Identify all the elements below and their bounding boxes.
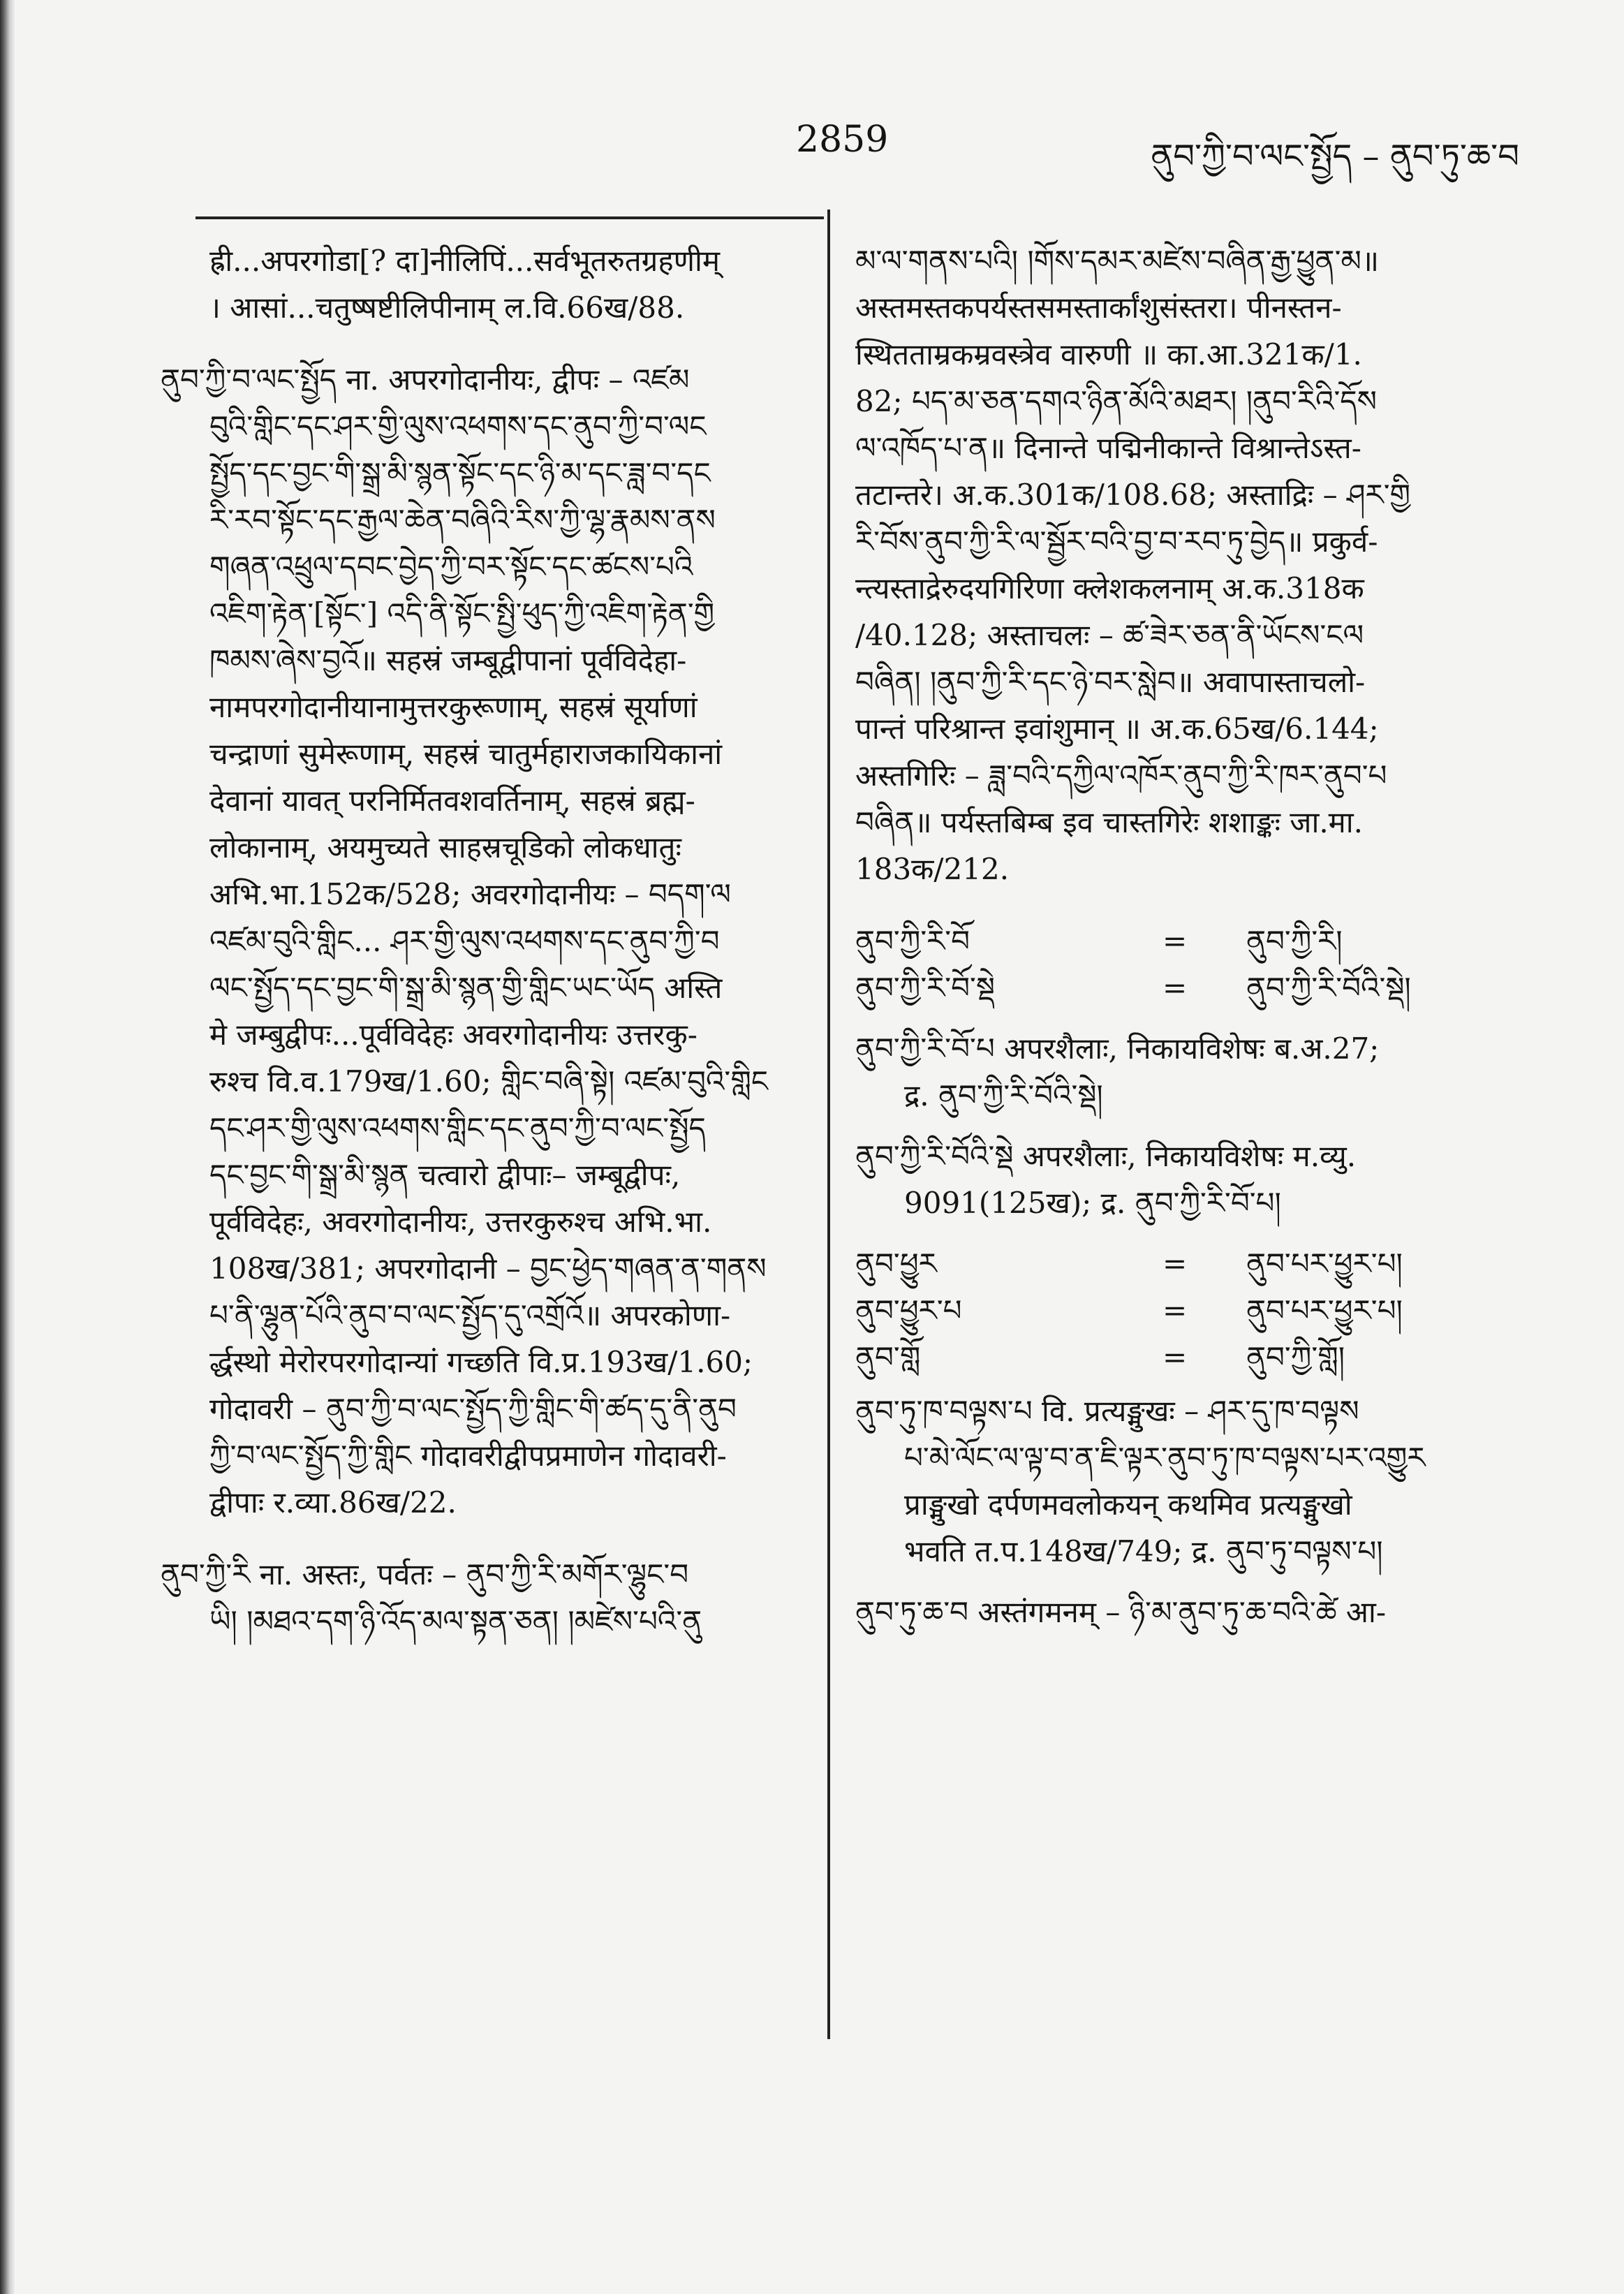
text-line: རི་རབ་སྟོང་དང་རྒྱལ་ཆེན་བཞིའི་རིས་ཀྱི་ལྷ་རྣམས་ནས — [209, 503, 716, 537]
text-line: འཛམ་བུའི་གླིང... ཤར་གྱི་ལུས་འཕགས་དང་ནུབ་ཀྱི་བ — [209, 924, 720, 958]
cross-reference-row — [855, 964, 1498, 1011]
text-line: /40.128; अस्ताचलः – ཚ་ཟེར་ཅན་ནི་ཡོངས་ངལ — [855, 618, 1364, 652]
cross-reference-row — [855, 1240, 1498, 1287]
header-rule — [195, 216, 824, 219]
xref-target: ནུབ་པར་ཕྱུར་པ། — [1246, 1247, 1403, 1281]
headword-line: ནུབ་ཏུ་ཁ་བལྟས་པ वि. प्रत्यङ्मुखः – ཤར་དུ་ཁ་བལྟས — [855, 1394, 1359, 1428]
text-line: དང་ཤར་གྱི་ལུས་འཕགས་གླིང་དང་ནུབ་ཀྱི་བ་ལང་སྤྱོད — [209, 1111, 706, 1145]
text-line: པ་ནི་ལྷུན་པོའི་ནུབ་བ་ལང་སྤྱོད་དུ་འགྲོའོ॥ अपरकोणा- — [209, 1298, 731, 1332]
text-line: པ་མེ་ལོང་ལ་ལྟ་བ་ན་ཇི་ལྟར་ནུབ་ཏུ་ཁ་བལྟས་པར་འགྱུར — [904, 1441, 1426, 1475]
text-line: འཇིག་རྟེན་[སྟོང་] འདི་ནི་སྟོང་སྤྱི་ཕུད་ཀྱི་འཇིག་རྟེན་གྱི — [209, 596, 715, 631]
running-head: ནུབ་ཀྱི་བ་ལང་སྤྱོད – ནུབ་ཏུ་ཆ་བ — [1151, 137, 1519, 176]
text-line: ཀྱི་བ་ལང་སྤྱོད་ཀྱི་གླིང गोदावरीद्वीपप्रमाणेन गोदावरी- — [209, 1439, 727, 1473]
entry-nub-tu-kha-bltas-pa — [855, 1388, 1498, 1575]
equals-sign: = — [1162, 1293, 1188, 1328]
text-line: བུའི་གླིང་དང་ཤར་གྱི་ལུས་འཕགས་དང་ནུབ་ཀྱི་བ་ལང — [209, 409, 707, 443]
xref-term: ནུབ་ཕྱུར — [855, 1247, 937, 1281]
entry-nub-tu-cha-ba — [855, 1589, 1498, 1635]
headword-line: ནུབ་ཀྱི་རི་བོ་པ अपरशैलाः, निकायविशेषः ब.अ.27; — [855, 1031, 1380, 1066]
equals-sign: = — [1162, 1247, 1188, 1281]
text-line: གཞན་འཕྲུལ་དབང་བྱེད་ཀྱི་བར་སྟོང་དང་ཚངས་པའི — [209, 550, 693, 584]
text-line: ཁམས་ཞེས་བྱའོ॥ सहस्रं जम्बूद्वीपानां पूर्वविदेहा- — [209, 643, 687, 677]
text-line: अभि.भा.152क/528; अवरगोदानीयः – བདག་ལ — [209, 877, 731, 911]
text-line: ལ་འཁོད་པ་ན॥ दिनान्ते पद्मिनीकान्ते विश्रान्तेऽस्त- — [855, 431, 1361, 465]
entry-nub-kyi-ri — [161, 1551, 789, 1645]
text-line: བཞིན། །ནུབ་ཀྱི་རི་དང་ཉེ་བར་སླེབ॥ अवापास्ताचलो- — [855, 665, 1366, 699]
text-line: द्वीपाः र.व्या.86ख/22. — [209, 1485, 457, 1520]
text-line: དང་བྱང་གི་སྒྲ་མི་སྙན चत्वारो द्वीपाः– जम्बूद्वीपः, — [209, 1158, 681, 1192]
xref-target: ནུབ་ཀྱི་རི་བོའི་སྡེ། — [1246, 971, 1411, 1005]
entry-continuation — [161, 237, 789, 331]
text-line: पान्तं परिश्रान्त इवांशुमान् ॥ अ.क.65ख/6.144; — [855, 712, 1379, 746]
text-line: देवानां यावत् परनिर्मितवशवर्तिनाम्, सहस्रं ब्रह्म- — [209, 784, 695, 818]
text-line: 82; པད་མ་ཅན་དགའ་ཉིན་མོའི་མཐར། །ནུབ་རིའི་དོས — [855, 384, 1377, 418]
text-line: ལང་སྤྱོད་དང་བྱང་གི་སྒྲ་མི་སྙན་གྱི་གླིང་ཡང་ཡོད अस्ति — [209, 971, 723, 1005]
page-header — [202, 105, 1519, 176]
entry-nub-kyi-ba-lang-spyod — [161, 356, 789, 1526]
xref-term: ནུབ་ཕྱུར་པ — [855, 1293, 962, 1328]
equals-sign: = — [1162, 1340, 1188, 1374]
xref-term: ནུབ་ཀྱི་རི་བོ་སྡེ — [855, 971, 995, 1005]
text-line: मे जम्बुद्वीपः...पूर्वविदेहः अवरगोदानीयः उत्तरकु- — [209, 1017, 697, 1052]
entry-continuation — [855, 237, 1498, 892]
text-line: अस्तमस्तकपर्यस्तसमस्तार्कांशुसंस्तरा। पीनस्तन- — [855, 291, 1342, 325]
text-line: नामपरगोदानीयानामुत्तरकुरूणाम्, सहस्रं सूर्याणां — [209, 690, 697, 724]
text-line: तटान्तरे। अ.क.301क/108.68; अस्ताद्रिः – ཤར་གྱི — [855, 478, 1411, 512]
text-line: द्र. ནུབ་ཀྱི་རི་བོའི་སྡེ། — [904, 1078, 1103, 1112]
text-line: रुश्च वि.व.179ख/1.60; གླིང་བཞི་སྟེ། འཛམ་བུའི་གླིང — [209, 1064, 769, 1098]
text-line: न्त्यस्ताद्रेरुदयगिरिणा क्लेशकलनाम् अ.क.318क — [855, 571, 1364, 605]
text-line: མ་ལ་གནས་པའི། །གོས་དམར་མཛེས་བཞིན་རྒྱ་ཕྱུན་མ॥ — [855, 244, 1380, 278]
headword-line: ནུབ་ཏུ་ཆ་བ अस्तंगमनम् – ཉི་མ་ནུབ་ཏུ་ཆ་བའི་ཚེ आ- — [855, 1595, 1387, 1629]
text-line: प्राङ्मुखो दर्पणमवलोकयन् कथमिव प्रत्यङ्मुखो — [904, 1487, 1352, 1522]
headword-line: ནུབ་ཀྱི་རི ना. अस्तः, पर्वतः – ནུབ་ཀྱི་རི་མགོར་ལྷུང་བ — [161, 1557, 689, 1591]
right-column — [855, 237, 1498, 1661]
xref-target: ནུབ་ཀྱི་གློ། — [1246, 1340, 1345, 1374]
entry-nub-kyi-ri-boi-sde — [855, 1133, 1498, 1226]
text-line: स्थितताम्रकम्रवस्त्रेव वारुणी ॥ का.आ.321क/1. — [855, 337, 1362, 372]
xref-target: ནུབ་པར་ཕྱུར་པ། — [1246, 1293, 1403, 1328]
scan-edge — [0, 0, 15, 2294]
cross-reference-row — [855, 1287, 1498, 1334]
text-line: अस्तगिरिः – ཟླ་བའི་དཀྱིལ་འཁོར་ནུབ་ཀྱི་རི་ཁར་ནུབ་པ — [855, 758, 1387, 793]
text-line: पूर्वविदेहः, अवरगोदानीयः, उत्तरकुरुश्च अभि.भा. — [209, 1205, 712, 1239]
text-line: 183क/212. — [855, 852, 1010, 886]
xref-term: ནུབ་གློ — [855, 1340, 921, 1374]
column-divider — [827, 209, 830, 2039]
text-line: लोकानाम्, अयमुच्यते साहस्रचूडिको लोकधातुः — [209, 830, 681, 865]
cross-reference-row — [855, 1334, 1498, 1381]
headword-line: ནུབ་ཀྱི་བ་ལང་སྤྱོད ना. अपरगोदानीयः, द्वीपः – འཛམ — [161, 362, 690, 397]
text-line: བཞིན॥ पर्यस्तबिम्ब इव चास्तगिरेः शशाङ्कः जा.मा. — [855, 805, 1364, 839]
text-line: 108ख/381; अपरगोदानी – བྱང་ཕྱེད་གཞན་ན་གནས — [209, 1251, 767, 1286]
text-line: । आसां...चतुष्षष्टीलिपीनाम् ल.वि.66ख/88. — [209, 291, 685, 325]
text-line: 9091(125ख); द्र. ནུབ་ཀྱི་རི་བོ་པ། — [904, 1186, 1281, 1220]
text-line: गोदावरी – ནུབ་ཀྱི་བ་ལང་སྤྱོད་ཀྱི་གླིང་གི་ཚད་དུ་ནི་ནུབ — [209, 1392, 737, 1426]
text-line: ཡི། །མཐའ་དག་ཉི་འོད་མལ་སྟན་ཅན། །མཛེས་པའི་ནུ — [209, 1604, 702, 1638]
headword-line: ནུབ་ཀྱི་རི་བོའི་སྡེ अपरशैलाः, निकायविशेषः म.व्यु. — [855, 1139, 1357, 1173]
text-line: རི་བོས་ནུབ་ཀྱི་རི་ལ་སྦྱོར་བའི་བྱ་བ་རབ་ཏུ་བྱེད॥ प्रकुर्व- — [855, 524, 1378, 559]
xref-target: ནུབ་ཀྱི་རི། — [1246, 924, 1343, 958]
equals-sign: = — [1162, 971, 1188, 1005]
text-line: भवति त.प.148ख/749; द्र. ནུབ་ཏུ་བལྟས་པ། — [904, 1534, 1383, 1568]
text-line: ह्री...अपरगोडा[? दा]नीलिपिं...सर्वभूतरुतग्रहणीम् — [209, 244, 720, 278]
left-column — [161, 237, 789, 1670]
equals-sign: = — [1162, 924, 1188, 958]
cross-reference-row — [855, 918, 1498, 964]
xref-term: ནུབ་ཀྱི་རི་བོ — [855, 924, 970, 958]
entry-nub-kyi-ri-bo-pa — [855, 1025, 1498, 1119]
page-number: 2859 — [796, 119, 889, 161]
text-line: र्द्धस्थो मेरोरपरगोदान्यां गच्छति वि.प्र.193ख/1.60; — [209, 1345, 753, 1379]
text-line: चन्द्राणां सुमेरूणाम्, सहस्रं चातुर्महाराजकायिकानां — [209, 737, 723, 771]
text-line: སྤྱོད་དང་བྱང་གི་སྒྲ་མི་སྙན་སྟོང་དང་ཉི་མ་དང་ཟླ་བ་དང — [209, 456, 711, 490]
